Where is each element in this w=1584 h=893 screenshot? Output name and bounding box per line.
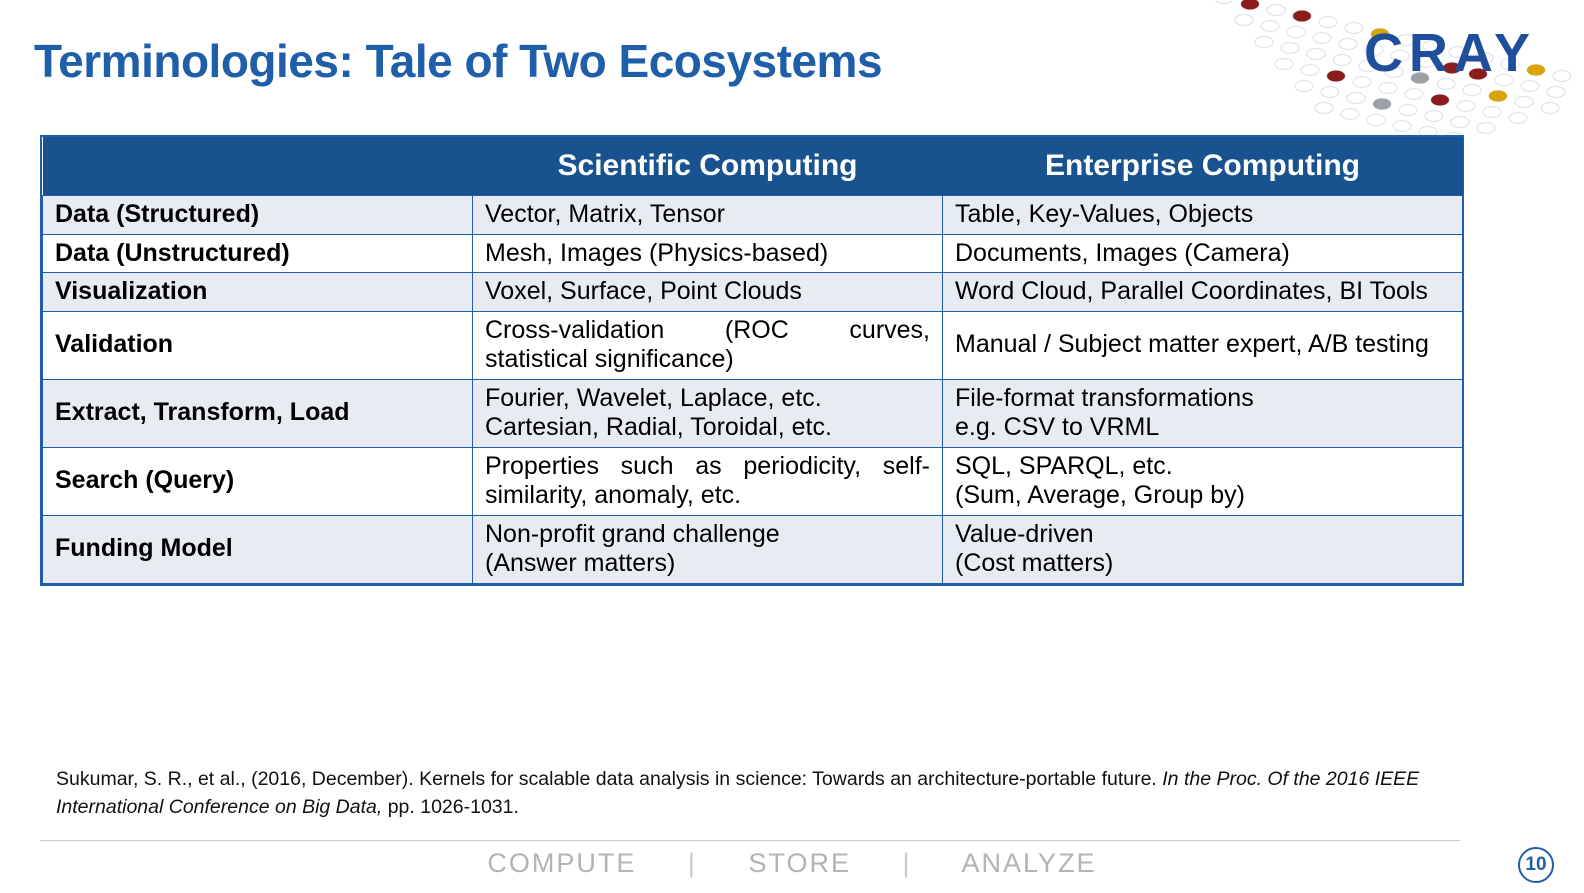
footer-separator: | bbox=[902, 848, 912, 878]
table-row bbox=[43, 515, 1463, 583]
row-enterprise bbox=[943, 196, 1463, 235]
row-scientific bbox=[473, 379, 943, 447]
row-scientific bbox=[473, 234, 943, 273]
row-label: Data (Structured) bbox=[43, 196, 473, 235]
citation bbox=[56, 766, 1436, 821]
footer-item-store: STORE bbox=[748, 848, 851, 878]
table-row bbox=[43, 447, 1463, 515]
cell-line: Documents, Images (Camera) bbox=[955, 238, 1290, 267]
cell-line: SQL, SPARQL, etc. bbox=[955, 451, 1173, 480]
row-label: Extract, Transform, Load bbox=[43, 379, 473, 447]
footer-divider bbox=[40, 840, 1460, 841]
table-row bbox=[43, 234, 1463, 273]
cell-line: Value-driven bbox=[955, 519, 1094, 548]
cray-wordmark: CRAY bbox=[1363, 23, 1536, 83]
cell-line: Fourier, Wavelet, Laplace, etc. bbox=[485, 383, 822, 412]
citation-part2: pp. 1026-1031. bbox=[382, 795, 519, 818]
table-row bbox=[43, 273, 1463, 312]
row-label: Data (Unstructured) bbox=[43, 234, 473, 273]
row-scientific bbox=[473, 196, 943, 235]
row-label: Validation bbox=[43, 311, 473, 379]
row-scientific bbox=[473, 515, 943, 583]
citation-italic: In the Proc. Of the 2016 IEEE International Conference on Big Data, bbox=[56, 768, 1420, 818]
row-enterprise bbox=[943, 379, 1463, 447]
row-label: Visualization bbox=[43, 273, 473, 312]
cell-line: Voxel, Surface, Point Clouds bbox=[485, 277, 802, 305]
cell-line: File-format transformations bbox=[955, 383, 1254, 412]
row-scientific bbox=[473, 273, 943, 312]
row-enterprise bbox=[943, 234, 1463, 273]
footer-item-analyze: ANALYZE bbox=[961, 848, 1097, 878]
table-row bbox=[43, 196, 1463, 235]
table-header-enterprise: Enterprise Computing bbox=[943, 137, 1463, 196]
cell-line: Non-profit grand challenge bbox=[485, 519, 780, 548]
table-header-scientific: Scientific Computing bbox=[473, 137, 943, 196]
citation-part1: Sukumar, S. R., et al., (2016, December). Kernels for scalable data analysis in science: Towards an architecture-portable future. bbox=[56, 768, 1163, 790]
cell-line: Vector, Matrix, Tensor bbox=[485, 200, 725, 228]
cell-line: Mesh, Images (Physics-based) bbox=[485, 238, 829, 267]
terminology-table bbox=[40, 135, 1464, 586]
cell-line: (Sum, Average, Group by) bbox=[955, 481, 1245, 509]
table-row bbox=[43, 311, 1463, 379]
row-scientific: Cross-validation (ROC curves, statistical significance) bbox=[473, 311, 943, 379]
cell-line: Table, Key-Values, Objects bbox=[955, 200, 1254, 228]
row-enterprise bbox=[943, 515, 1463, 583]
footer-item-compute: COMPUTE bbox=[487, 848, 637, 878]
table-header-blank bbox=[43, 137, 473, 196]
footer-separator: | bbox=[687, 848, 697, 878]
row-enterprise bbox=[943, 447, 1463, 515]
cell-line: (Answer matters) bbox=[485, 549, 676, 577]
cell-line: Cartesian, Radial, Toroidal, etc. bbox=[485, 413, 832, 441]
cell-line: e.g. CSV to VRML bbox=[955, 413, 1160, 441]
cell-line: (Cost matters) bbox=[955, 549, 1114, 577]
row-label: Search (Query) bbox=[43, 447, 473, 515]
page-title: Terminologies: Tale of Two Ecosystems bbox=[34, 35, 883, 87]
table-header-row bbox=[43, 137, 1463, 196]
row-enterprise: Manual / Subject matter expert, A/B testing bbox=[943, 311, 1463, 379]
row-label: Funding Model bbox=[43, 515, 473, 583]
row-scientific: Properties such as periodicity, self-similarity, anomaly, etc. bbox=[473, 447, 943, 515]
footer bbox=[0, 848, 1584, 879]
page-number-badge: 10 bbox=[1518, 847, 1554, 883]
row-enterprise: Word Cloud, Parallel Coordinates, BI Tools bbox=[943, 273, 1463, 312]
table-row bbox=[43, 379, 1463, 447]
